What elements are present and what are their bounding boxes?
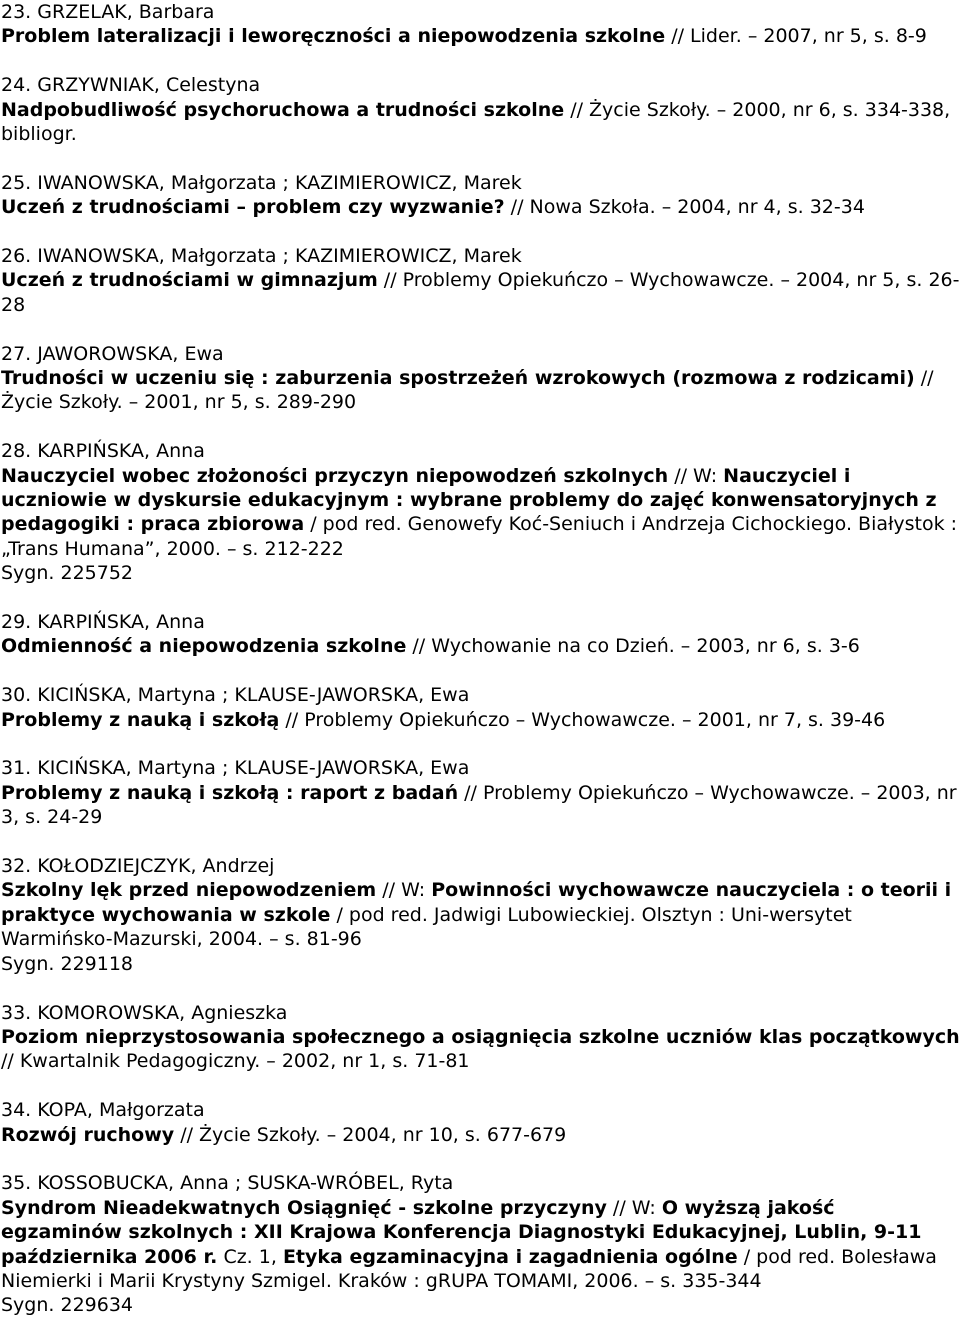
entry-citation [1,1123,960,1147]
entry-number: 29. [1,611,32,634]
entry-citation [1,1196,960,1294]
entry-number: 27. [1,342,32,365]
entry-number: 32. [1,855,32,878]
citation-source: Cz. 1, [217,1245,283,1268]
citation-title: Syndrom Nieadekwatnych Osiągnięć - szkolne przyczyny [1,1196,607,1219]
bibliography-entry [1,1171,960,1317]
entry-number: 33. [1,1001,32,1024]
entry-number: 25. [1,171,32,194]
citation-source: // W: [376,879,432,902]
citation-title: Szkolny lęk przed niepowodzeniem [1,879,377,902]
citation-source: // Problemy Opiekuńczo – Wychowawcze. – 2003, nr 3, s. 24-29 [1,781,957,829]
citation-source: // Kwartalnik Pedagogiczny. – 2002, nr 1, s. 71-81 [1,1050,470,1073]
bibliography-entry [1,1001,960,1074]
citation-source: // Problemy Opiekuńczo – Wychowawcze. – 2004, nr 5, s. 26-28 [1,269,960,316]
entry-heading [1,244,960,268]
entry-author: IWANOWSKA, Małgorzata ; KAZIMIEROWICZ, Marek [37,171,522,194]
entry-heading [1,854,960,878]
entry-author: KICIŃSKA, Martyna ; KLAUSE-JAWORSKA, Ewa [37,757,470,780]
entry-citation [1,634,960,658]
bibliography-entry [1,854,960,976]
entry-citation [1,878,960,951]
entry-number: 28. [1,440,32,463]
entry-citation [1,464,960,562]
entry-heading [1,1098,960,1122]
entry-number: 23. [1,1,32,23]
citation-title: O wyższą jakość egzaminów szkolnych : XII Krajowa Konferencja Diagnostyki Edukacyjnej, Lublin, 9-11 października 2006 r. [1,1196,922,1268]
entry-heading [1,1001,960,1025]
entry-author: KICIŃSKA, Martyna ; KLAUSE-JAWORSKA, Ewa [37,684,470,707]
entry-number: 30. [1,684,32,707]
entry-call-number: Sygn. 229634 [1,1294,134,1317]
entry-author: KOŁODZIEJCZYK, Andrzej [37,855,275,878]
entry-heading [1,171,960,195]
citation-source: / pod red. Genowefy Koć-Seniuch i Andrzeja Cichockiego. Białystok : „Trans Humana”, 2000. – s. 212-222 [1,513,958,560]
citation-source: // W: [668,464,724,487]
entry-citation [1,708,960,732]
citation-title: Nauczyciel wobec złożoności przyczyn niepowodzeń szkolnych [1,464,669,487]
citation-title: Problemy z nauką i szkołą [1,708,280,731]
bibliography-entry [1,244,960,317]
citation-title: Etyka egzaminacyjna i zagadnienia ogólne [282,1245,738,1268]
citation-source: // Życie Szkoły. – 2004, nr 10, s. 677-679 [174,1123,567,1146]
entry-heading [1,342,960,366]
bibliography-entry [1,342,960,415]
citation-title: Powinności wychowawcze nauczyciela : o teorii i praktyce wychowania w szkole [1,879,952,926]
entry-citation [1,98,960,147]
bibliography-entry [1,683,960,732]
entry-number: 24. [1,74,32,97]
citation-source: // Problemy Opiekuńczo – Wychowawcze. – 2001, nr 7, s. 39-46 [279,708,886,731]
citation-source: // Życie Szkoły. – 2001, nr 5, s. 289-290 [1,367,934,414]
entry-heading [1,610,960,634]
entry-heading [1,73,960,97]
citation-title: Rozwój ruchowy [1,1123,175,1146]
entry-author: GRZYWNIAK, Celestyna [37,74,261,97]
entry-citation [1,24,960,48]
entry-citation [1,268,960,317]
entry-author: KOMOROWSKA, Agnieszka [37,1001,288,1024]
citation-source: // Wychowanie na co Dzień. – 2003, nr 6, s. 3-6 [406,635,860,658]
entry-citation [1,366,960,415]
entry-author: GRZELAK, Barbara [37,1,215,23]
bibliography-entry [1,439,960,585]
entry-heading [1,756,960,780]
entry-heading [1,683,960,707]
entry-heading [1,1171,960,1195]
citation-source: // Lider. – 2007, nr 5, s. 8-9 [665,25,927,48]
entry-heading [1,439,960,463]
entry-number: 31. [1,757,32,780]
entry-number: 35. [1,1172,32,1195]
entry-heading [1,0,960,24]
entry-author: KARPIŃSKA, Anna [37,611,205,634]
bibliography-entry [1,171,960,220]
citation-source: // Życie Szkoły. – 2000, nr 6, s. 334-338, bibliogr. [1,98,951,146]
bibliography-entry [1,756,960,829]
entry-author: KOSSOBUCKA, Anna ; SUSKA-WRÓBEL, Ryta [37,1172,454,1195]
entry-number: 26. [1,245,32,268]
citation-source: / pod red. Jadwigi Lubowieckiej. Olsztyn : Uni-wersytet Warmińsko-Mazurski, 2004. – s. 81-96 [1,903,852,951]
entry-author: KOPA, Małgorzata [37,1099,205,1122]
entry-citation [1,781,960,830]
citation-title: Problemy z nauką i szkołą : raport z badań [1,781,459,804]
citation-title: Uczeń z trudnościami w gimnazjum [1,269,378,292]
citation-source: // W: [606,1196,662,1219]
citation-title: Problem lateralizacji i leworęczności a niepowodzenia szkolne [1,25,666,48]
citation-title: Odmienność a niepowodzenia szkolne [1,635,407,658]
citation-title: Uczeń z trudnościami – problem czy wyzwanie? [1,196,505,219]
entry-number: 34. [1,1099,32,1122]
bibliography-entry [1,73,960,146]
citation-source: // Nowa Szkoła. – 2004, nr 4, s. 32-34 [504,196,865,219]
citation-title: Nauczyciel i uczniowie w dyskursie edukacyjnym : wybrane problemy do zajęć konwensatoryjnych z pedagogiki : praca zbiorowa [1,464,937,536]
entry-call-number: Sygn. 229118 [1,952,134,975]
entry-author: KARPIŃSKA, Anna [37,440,205,463]
citation-source: / pod red. Bolesława Niemierki i Marii Krystyny Szmigel. Kraków : gRUPA TOMAMI, 2006. – s. 335-344 [1,1245,937,1292]
entry-citation [1,1025,960,1074]
entry-author: JAWOROWSKA, Ewa [37,342,224,365]
entry-author: IWANOWSKA, Małgorzata ; KAZIMIEROWICZ, Marek [37,245,522,268]
citation-title: Nadpobudliwość psychoruchowa a trudności szkolne [1,98,565,121]
citation-title: Trudności w uczeniu się : zaburzenia spostrzeżeń wzrokowych (rozmowa z rodzicami) [1,367,915,390]
bibliography-entry [1,1098,960,1147]
bibliography-entry [1,0,960,49]
entry-citation [1,195,960,219]
bibliography-entry [1,610,960,659]
citation-title: Poziom nieprzystosowania społecznego a osiągnięcia szkolne uczniów klas początkowych [1,1025,960,1048]
entry-call-number: Sygn. 225752 [1,562,134,585]
